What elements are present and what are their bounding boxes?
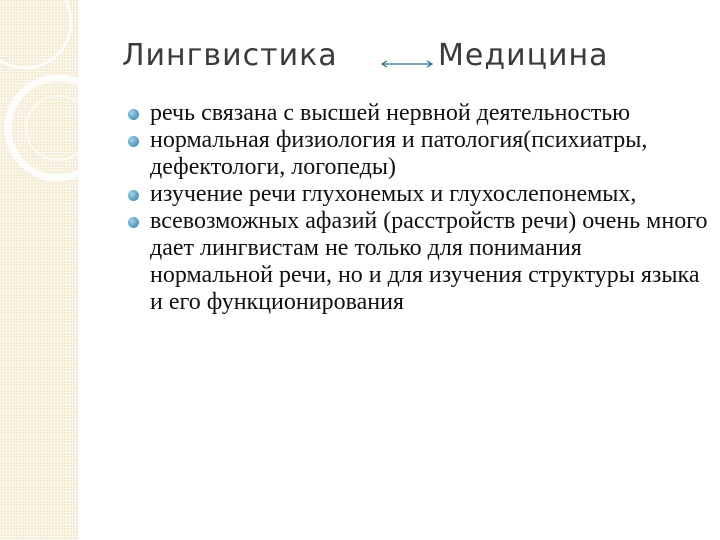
slide-title xyxy=(122,38,662,88)
list-item xyxy=(128,208,708,316)
bullet-icon xyxy=(128,109,139,120)
list-item-text: речь связана с высшей нервной деятельностью xyxy=(150,100,631,126)
decorative-side-panel xyxy=(0,0,78,540)
title-medicine: Медицина xyxy=(438,38,609,73)
bullet-list xyxy=(128,100,708,316)
bullet-icon xyxy=(128,217,139,228)
list-item-text: нормальная физиология и патология(психиатры, дефектологи, логопеды) xyxy=(150,127,648,180)
list-item-text: всевозможных афазий (расстройств речи) очень много дает лингвистам не только для понимания нормальной речи, но и для изучения структуры языка и его функционирования xyxy=(150,208,708,315)
double-arrow-icon xyxy=(380,60,434,68)
list-item xyxy=(128,181,708,208)
list-item xyxy=(128,127,708,181)
list-item xyxy=(128,100,708,127)
bullet-icon xyxy=(128,190,139,201)
bullet-icon xyxy=(128,136,139,147)
decorative-circles-icon xyxy=(0,0,78,540)
title-linguistics: Лингвистика xyxy=(122,38,338,73)
list-item-text: изучение речи глухонемых и глухослепонемых, xyxy=(150,181,637,207)
